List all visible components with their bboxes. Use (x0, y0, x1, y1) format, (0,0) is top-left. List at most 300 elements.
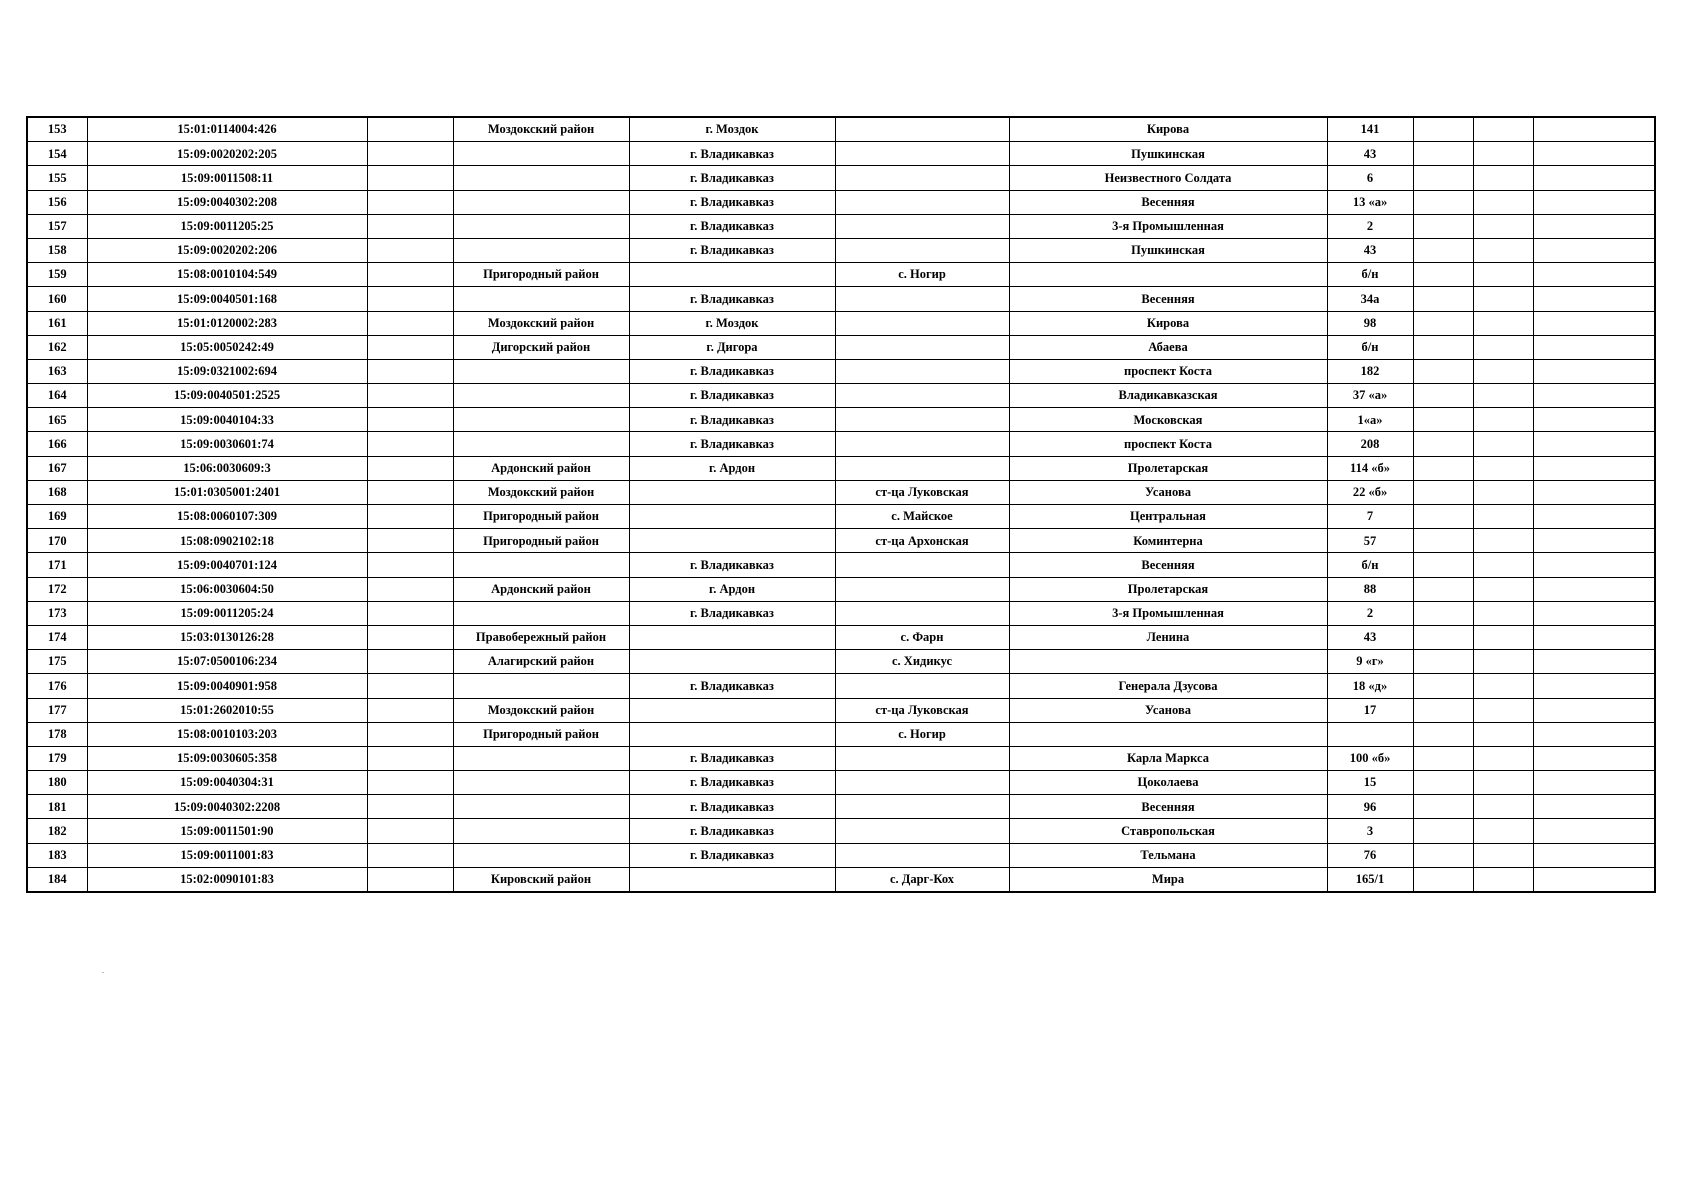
extra-cell-1 (1413, 214, 1473, 238)
house-number-cell: 2 (1327, 214, 1413, 238)
extra-cell-2 (1473, 625, 1533, 649)
settlement-cell: с. Майское (835, 505, 1009, 529)
street-cell: Усанова (1009, 480, 1327, 504)
extra-cell-1 (1413, 384, 1473, 408)
row-number-cell: 157 (27, 214, 87, 238)
house-number-cell: 208 (1327, 432, 1413, 456)
street-cell: проспект Коста (1009, 432, 1327, 456)
street-cell: Владикавказская (1009, 384, 1327, 408)
table-row (27, 408, 1655, 432)
empty-cell (367, 214, 453, 238)
district-cell (453, 746, 629, 770)
district-cell (453, 819, 629, 843)
extra-cell-3 (1533, 650, 1655, 674)
district-cell (453, 843, 629, 867)
row-number-cell: 172 (27, 577, 87, 601)
district-cell (453, 674, 629, 698)
settlement-cell (835, 795, 1009, 819)
extra-cell-1 (1413, 190, 1473, 214)
house-number-cell: 57 (1327, 529, 1413, 553)
empty-cell (367, 722, 453, 746)
street-cell: Кирова (1009, 117, 1327, 142)
row-number-cell: 164 (27, 384, 87, 408)
table-row (27, 553, 1655, 577)
empty-cell (367, 601, 453, 625)
table-row (27, 625, 1655, 649)
street-cell: Мира (1009, 867, 1327, 892)
extra-cell-2 (1473, 142, 1533, 166)
row-number-cell: 178 (27, 722, 87, 746)
table-row (27, 819, 1655, 843)
house-number-cell: б/н (1327, 335, 1413, 359)
city-cell (629, 650, 835, 674)
row-number-cell: 160 (27, 287, 87, 311)
street-cell: Московская (1009, 408, 1327, 432)
extra-cell-3 (1533, 238, 1655, 262)
empty-cell (367, 505, 453, 529)
city-cell: г. Владикавказ (629, 142, 835, 166)
cadastral-number-cell: 15:09:0011205:25 (87, 214, 367, 238)
empty-cell (367, 238, 453, 262)
scan-speck (102, 972, 104, 973)
city-cell (629, 480, 835, 504)
extra-cell-3 (1533, 674, 1655, 698)
cadastral-number-cell: 15:01:0120002:283 (87, 311, 367, 335)
extra-cell-2 (1473, 650, 1533, 674)
cadastral-number-cell: 15:01:0114004:426 (87, 117, 367, 142)
extra-cell-2 (1473, 577, 1533, 601)
empty-cell (367, 650, 453, 674)
empty-cell (367, 746, 453, 770)
district-cell: Моздокский район (453, 480, 629, 504)
street-cell (1009, 263, 1327, 287)
settlement-cell (835, 408, 1009, 432)
row-number-cell: 168 (27, 480, 87, 504)
house-number-cell: 2 (1327, 601, 1413, 625)
extra-cell-3 (1533, 311, 1655, 335)
extra-cell-2 (1473, 238, 1533, 262)
cadastral-number-cell: 15:09:0040302:208 (87, 190, 367, 214)
cadastral-number-cell: 15:09:0020202:206 (87, 238, 367, 262)
extra-cell-1 (1413, 819, 1473, 843)
extra-cell-1 (1413, 795, 1473, 819)
extra-cell-1 (1413, 698, 1473, 722)
settlement-cell: с. Ногир (835, 722, 1009, 746)
district-cell (453, 771, 629, 795)
extra-cell-1 (1413, 674, 1473, 698)
empty-cell (367, 625, 453, 649)
empty-cell (367, 384, 453, 408)
cadastral-number-cell: 15:09:0040901:958 (87, 674, 367, 698)
extra-cell-1 (1413, 553, 1473, 577)
row-number-cell: 184 (27, 867, 87, 892)
district-cell: Пригородный район (453, 722, 629, 746)
extra-cell-3 (1533, 480, 1655, 504)
city-cell: г. Владикавказ (629, 553, 835, 577)
extra-cell-3 (1533, 819, 1655, 843)
empty-cell (367, 480, 453, 504)
row-number-cell: 155 (27, 166, 87, 190)
extra-cell-3 (1533, 771, 1655, 795)
city-cell (629, 263, 835, 287)
city-cell: г. Владикавказ (629, 843, 835, 867)
extra-cell-2 (1473, 505, 1533, 529)
extra-cell-1 (1413, 263, 1473, 287)
city-cell: г. Владикавказ (629, 771, 835, 795)
property-register-table (26, 116, 1656, 893)
settlement-cell: ст-ца Архонская (835, 529, 1009, 553)
cadastral-number-cell: 15:01:2602010:55 (87, 698, 367, 722)
settlement-cell (835, 166, 1009, 190)
extra-cell-3 (1533, 166, 1655, 190)
extra-cell-3 (1533, 142, 1655, 166)
street-cell: Неизвестного Солдата (1009, 166, 1327, 190)
empty-cell (367, 166, 453, 190)
extra-cell-1 (1413, 408, 1473, 432)
settlement-cell: ст-ца Луковская (835, 480, 1009, 504)
row-number-cell: 176 (27, 674, 87, 698)
street-cell: Пролетарская (1009, 456, 1327, 480)
house-number-cell: 43 (1327, 142, 1413, 166)
street-cell: Весенняя (1009, 190, 1327, 214)
settlement-cell: с. Хидикус (835, 650, 1009, 674)
extra-cell-1 (1413, 117, 1473, 142)
district-cell (453, 238, 629, 262)
city-cell (629, 722, 835, 746)
table-row (27, 650, 1655, 674)
row-number-cell: 163 (27, 359, 87, 383)
row-number-cell: 174 (27, 625, 87, 649)
district-cell: Моздокский район (453, 698, 629, 722)
table-row (27, 843, 1655, 867)
extra-cell-2 (1473, 674, 1533, 698)
settlement-cell (835, 601, 1009, 625)
city-cell: г. Владикавказ (629, 166, 835, 190)
city-cell: г. Владикавказ (629, 746, 835, 770)
house-number-cell: 88 (1327, 577, 1413, 601)
extra-cell-1 (1413, 867, 1473, 892)
street-cell: Ставропольская (1009, 819, 1327, 843)
extra-cell-2 (1473, 359, 1533, 383)
street-cell: проспект Коста (1009, 359, 1327, 383)
street-cell: Генерала Дзусова (1009, 674, 1327, 698)
extra-cell-3 (1533, 529, 1655, 553)
extra-cell-3 (1533, 287, 1655, 311)
house-number-cell: 13 «а» (1327, 190, 1413, 214)
settlement-cell: с. Фарн (835, 625, 1009, 649)
row-number-cell: 183 (27, 843, 87, 867)
row-number-cell: 177 (27, 698, 87, 722)
settlement-cell (835, 674, 1009, 698)
empty-cell (367, 843, 453, 867)
street-cell: Карла Маркса (1009, 746, 1327, 770)
table-row (27, 263, 1655, 287)
district-cell (453, 384, 629, 408)
extra-cell-3 (1533, 190, 1655, 214)
district-cell: Ардонский район (453, 577, 629, 601)
street-cell: Весенняя (1009, 553, 1327, 577)
city-cell: г. Владикавказ (629, 238, 835, 262)
street-cell: Весенняя (1009, 795, 1327, 819)
cadastral-number-cell: 15:06:0030609:3 (87, 456, 367, 480)
settlement-cell (835, 238, 1009, 262)
row-number-cell: 180 (27, 771, 87, 795)
extra-cell-3 (1533, 553, 1655, 577)
house-number-cell: 15 (1327, 771, 1413, 795)
empty-cell (367, 142, 453, 166)
city-cell: г. Владикавказ (629, 432, 835, 456)
city-cell (629, 505, 835, 529)
empty-cell (367, 771, 453, 795)
district-cell: Пригородный район (453, 505, 629, 529)
house-number-cell: 3 (1327, 819, 1413, 843)
table-row (27, 335, 1655, 359)
table-row (27, 190, 1655, 214)
extra-cell-3 (1533, 505, 1655, 529)
extra-cell-3 (1533, 214, 1655, 238)
row-number-cell: 158 (27, 238, 87, 262)
empty-cell (367, 432, 453, 456)
settlement-cell: с. Дарг-Кох (835, 867, 1009, 892)
city-cell: г. Владикавказ (629, 819, 835, 843)
cadastral-number-cell: 15:09:0040302:2208 (87, 795, 367, 819)
table-row (27, 601, 1655, 625)
cadastral-number-cell: 15:09:0040501:2525 (87, 384, 367, 408)
row-number-cell: 169 (27, 505, 87, 529)
table-row (27, 795, 1655, 819)
house-number-cell: б/н (1327, 553, 1413, 577)
street-cell: 3-я Промышленная (1009, 601, 1327, 625)
empty-cell (367, 577, 453, 601)
settlement-cell: с. Ногир (835, 263, 1009, 287)
house-number-cell: 1«а» (1327, 408, 1413, 432)
extra-cell-1 (1413, 601, 1473, 625)
house-number-cell: 96 (1327, 795, 1413, 819)
district-cell (453, 359, 629, 383)
extra-cell-3 (1533, 577, 1655, 601)
district-cell: Дигорский район (453, 335, 629, 359)
cadastral-number-cell: 15:09:0040501:168 (87, 287, 367, 311)
street-cell: Тельмана (1009, 843, 1327, 867)
settlement-cell (835, 287, 1009, 311)
table-row (27, 722, 1655, 746)
row-number-cell: 182 (27, 819, 87, 843)
district-cell (453, 142, 629, 166)
extra-cell-1 (1413, 166, 1473, 190)
extra-cell-3 (1533, 384, 1655, 408)
table-row (27, 359, 1655, 383)
row-number-cell: 181 (27, 795, 87, 819)
settlement-cell (835, 359, 1009, 383)
district-cell (453, 432, 629, 456)
table-body (27, 117, 1655, 892)
cadastral-number-cell: 15:02:0090101:83 (87, 867, 367, 892)
city-cell: г. Владикавказ (629, 287, 835, 311)
city-cell (629, 698, 835, 722)
settlement-cell (835, 771, 1009, 795)
district-cell (453, 190, 629, 214)
city-cell: г. Владикавказ (629, 190, 835, 214)
extra-cell-2 (1473, 214, 1533, 238)
cadastral-number-cell: 15:08:0902102:18 (87, 529, 367, 553)
district-cell (453, 287, 629, 311)
extra-cell-1 (1413, 625, 1473, 649)
street-cell: Пушкинская (1009, 142, 1327, 166)
table-row (27, 432, 1655, 456)
settlement-cell (835, 577, 1009, 601)
extra-cell-1 (1413, 335, 1473, 359)
empty-cell (367, 190, 453, 214)
city-cell: г. Владикавказ (629, 795, 835, 819)
city-cell (629, 529, 835, 553)
table-row (27, 577, 1655, 601)
settlement-cell (835, 335, 1009, 359)
city-cell: г. Моздок (629, 117, 835, 142)
cadastral-number-cell: 15:09:0030601:74 (87, 432, 367, 456)
table-row (27, 746, 1655, 770)
house-number-cell: 141 (1327, 117, 1413, 142)
empty-cell (367, 263, 453, 287)
empty-cell (367, 867, 453, 892)
cadastral-number-cell: 15:08:0060107:309 (87, 505, 367, 529)
settlement-cell: ст-ца Луковская (835, 698, 1009, 722)
city-cell (629, 867, 835, 892)
extra-cell-1 (1413, 722, 1473, 746)
empty-cell (367, 529, 453, 553)
extra-cell-3 (1533, 698, 1655, 722)
row-number-cell: 175 (27, 650, 87, 674)
table-row (27, 384, 1655, 408)
extra-cell-1 (1413, 238, 1473, 262)
street-cell (1009, 722, 1327, 746)
extra-cell-2 (1473, 335, 1533, 359)
house-number-cell: 165/1 (1327, 867, 1413, 892)
settlement-cell (835, 190, 1009, 214)
extra-cell-2 (1473, 553, 1533, 577)
table-row (27, 867, 1655, 892)
street-cell (1009, 650, 1327, 674)
extra-cell-1 (1413, 432, 1473, 456)
row-number-cell: 156 (27, 190, 87, 214)
extra-cell-3 (1533, 722, 1655, 746)
row-number-cell: 170 (27, 529, 87, 553)
table-row (27, 674, 1655, 698)
district-cell (453, 214, 629, 238)
cadastral-number-cell: 15:09:0030605:358 (87, 746, 367, 770)
cadastral-number-cell: 15:09:0011001:83 (87, 843, 367, 867)
city-cell: г. Владикавказ (629, 674, 835, 698)
cadastral-number-cell: 15:06:0030604:50 (87, 577, 367, 601)
extra-cell-2 (1473, 166, 1533, 190)
empty-cell (367, 408, 453, 432)
district-cell (453, 795, 629, 819)
cadastral-number-cell: 15:01:0305001:2401 (87, 480, 367, 504)
empty-cell (367, 553, 453, 577)
empty-cell (367, 456, 453, 480)
empty-cell (367, 674, 453, 698)
settlement-cell (835, 311, 1009, 335)
house-number-cell: 43 (1327, 238, 1413, 262)
table-row (27, 214, 1655, 238)
cadastral-number-cell: 15:09:0040304:31 (87, 771, 367, 795)
cadastral-number-cell: 15:09:0011508:11 (87, 166, 367, 190)
extra-cell-2 (1473, 263, 1533, 287)
cadastral-number-cell: 15:09:0040104:33 (87, 408, 367, 432)
cadastral-number-cell: 15:09:0321002:694 (87, 359, 367, 383)
empty-cell (367, 698, 453, 722)
extra-cell-2 (1473, 722, 1533, 746)
row-number-cell: 167 (27, 456, 87, 480)
house-number-cell: 22 «б» (1327, 480, 1413, 504)
extra-cell-1 (1413, 650, 1473, 674)
row-number-cell: 173 (27, 601, 87, 625)
city-cell: г. Владикавказ (629, 408, 835, 432)
extra-cell-1 (1413, 359, 1473, 383)
extra-cell-1 (1413, 480, 1473, 504)
house-number-cell: 182 (1327, 359, 1413, 383)
extra-cell-1 (1413, 771, 1473, 795)
settlement-cell (835, 117, 1009, 142)
extra-cell-2 (1473, 819, 1533, 843)
extra-cell-3 (1533, 867, 1655, 892)
street-cell: Ленина (1009, 625, 1327, 649)
table-row (27, 311, 1655, 335)
city-cell: г. Владикавказ (629, 384, 835, 408)
extra-cell-2 (1473, 698, 1533, 722)
district-cell: Правобережный район (453, 625, 629, 649)
district-cell (453, 408, 629, 432)
cadastral-number-cell: 15:08:0010104:549 (87, 263, 367, 287)
empty-cell (367, 795, 453, 819)
row-number-cell: 165 (27, 408, 87, 432)
house-number-cell (1327, 722, 1413, 746)
settlement-cell (835, 746, 1009, 770)
extra-cell-3 (1533, 795, 1655, 819)
cadastral-number-cell: 15:09:0040701:124 (87, 553, 367, 577)
settlement-cell (835, 142, 1009, 166)
cadastral-number-cell: 15:09:0011205:24 (87, 601, 367, 625)
table-row (27, 529, 1655, 553)
extra-cell-3 (1533, 432, 1655, 456)
table-row (27, 142, 1655, 166)
empty-cell (367, 287, 453, 311)
house-number-cell: 17 (1327, 698, 1413, 722)
extra-cell-2 (1473, 529, 1533, 553)
extra-cell-1 (1413, 142, 1473, 166)
city-cell: г. Владикавказ (629, 601, 835, 625)
district-cell (453, 166, 629, 190)
extra-cell-2 (1473, 771, 1533, 795)
extra-cell-2 (1473, 432, 1533, 456)
extra-cell-2 (1473, 311, 1533, 335)
district-cell: Ардонский район (453, 456, 629, 480)
extra-cell-2 (1473, 746, 1533, 770)
table-row (27, 480, 1655, 504)
extra-cell-3 (1533, 408, 1655, 432)
extra-cell-2 (1473, 287, 1533, 311)
table-row (27, 287, 1655, 311)
house-number-cell: 98 (1327, 311, 1413, 335)
empty-cell (367, 359, 453, 383)
city-cell: г. Владикавказ (629, 359, 835, 383)
extra-cell-3 (1533, 117, 1655, 142)
street-cell: Пушкинская (1009, 238, 1327, 262)
city-cell (629, 625, 835, 649)
extra-cell-3 (1533, 843, 1655, 867)
district-cell: Моздокский район (453, 311, 629, 335)
row-number-cell: 154 (27, 142, 87, 166)
cadastral-number-cell: 15:05:0050242:49 (87, 335, 367, 359)
